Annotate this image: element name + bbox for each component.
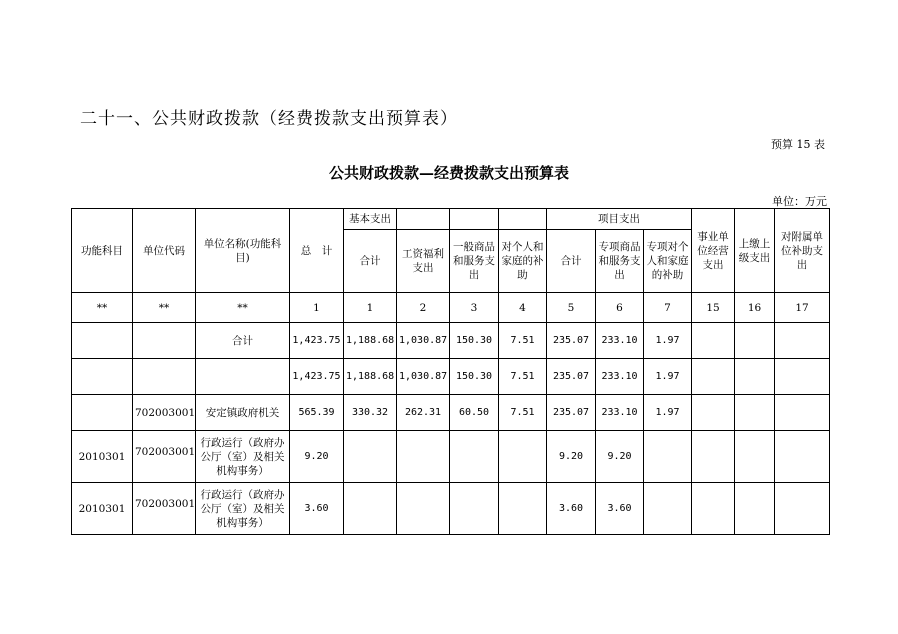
cell-total: 1,423.75: [290, 323, 344, 359]
cell-special-personal: [644, 483, 692, 535]
cell-goods: [450, 483, 499, 535]
cell-func: 2010301: [72, 483, 133, 535]
cell-wage: [397, 483, 450, 535]
cell-enterprise: [692, 483, 735, 535]
index-cell: 1: [344, 293, 397, 323]
cell-basic-sum: 1,188.68: [344, 323, 397, 359]
cell-upper: [735, 395, 775, 431]
cell-goods: [450, 431, 499, 483]
header-personal: 对个人和家庭的补助: [499, 230, 547, 293]
cell-special-personal: [644, 431, 692, 483]
cell-special-personal: 1.97: [644, 395, 692, 431]
cell-personal: 7.51: [499, 395, 547, 431]
header-special-personal: 专项对个人和家庭的补助: [644, 230, 692, 293]
budget-table: [71, 208, 830, 535]
cell-wage: 1,030.87: [397, 359, 450, 395]
table-row: [72, 395, 830, 431]
cell-special: 233.10: [596, 359, 644, 395]
cell-project-sum: 235.07: [547, 395, 596, 431]
cell-upper: [735, 483, 775, 535]
index-row: [72, 293, 830, 323]
cell-unit-code: 702003001: [133, 431, 196, 483]
cell-total: 3.60: [290, 483, 344, 535]
header-func-subject: 功能科目: [72, 209, 133, 293]
index-cell: 2: [397, 293, 450, 323]
header-goods: 一般商品和服务支出: [450, 230, 499, 293]
cell-subsidy: [775, 323, 830, 359]
cell-enterprise: [692, 395, 735, 431]
cell-basic-sum: [344, 483, 397, 535]
index-cell: **: [133, 293, 196, 323]
cell-personal: [499, 431, 547, 483]
cell-upper: [735, 431, 775, 483]
cell-unit-name: 行政运行（政府办公厅（室）及相关机构事务）: [196, 431, 290, 483]
cell-wage: 262.31: [397, 395, 450, 431]
index-cell: 3: [450, 293, 499, 323]
index-cell: 16: [735, 293, 775, 323]
cell-unit-code: [133, 359, 196, 395]
page-heading: 二十一、公共财政拨款（经费拨款支出预算表）: [80, 109, 458, 129]
cell-unit-name: 行政运行（政府办公厅（室）及相关机构事务）: [196, 483, 290, 535]
cell-goods: 150.30: [450, 323, 499, 359]
table-row: [72, 483, 830, 535]
header-basic-sum: 合计: [344, 230, 397, 293]
cell-basic-sum: 330.32: [344, 395, 397, 431]
cell-unit-code: 702003001: [133, 395, 196, 431]
cell-unit-code: 702003001: [133, 483, 196, 535]
header-blank-1: [397, 209, 450, 230]
header-unit-code: 单位代码: [133, 209, 196, 293]
header-project-group: 项目支出: [547, 209, 692, 230]
cell-total: 9.20: [290, 431, 344, 483]
cell-special: 3.60: [596, 483, 644, 535]
cell-wage: [397, 431, 450, 483]
cell-subsidy: [775, 431, 830, 483]
cell-special: 233.10: [596, 323, 644, 359]
index-cell: 15: [692, 293, 735, 323]
cell-total: 565.39: [290, 395, 344, 431]
cell-goods: 150.30: [450, 359, 499, 395]
cell-unit-name: [196, 359, 290, 395]
header-wage: 工资福利支出: [397, 230, 450, 293]
cell-enterprise: [692, 431, 735, 483]
index-cell: 4: [499, 293, 547, 323]
table-row: [72, 431, 830, 483]
header-blank-2: [450, 209, 499, 230]
header-project-sum: 合计: [547, 230, 596, 293]
cell-subsidy: [775, 359, 830, 395]
header-unit-name: 单位名称(功能科目): [196, 209, 290, 293]
index-cell: 6: [596, 293, 644, 323]
index-cell: 1: [290, 293, 344, 323]
cell-func: 2010301: [72, 431, 133, 483]
cell-basic-sum: 1,188.68: [344, 359, 397, 395]
cell-personal: [499, 483, 547, 535]
header-enterprise: 事业单位经营支出: [692, 209, 735, 293]
cell-project-sum: 235.07: [547, 323, 596, 359]
cell-upper: [735, 323, 775, 359]
cell-func: [72, 323, 133, 359]
cell-unit-code: [133, 323, 196, 359]
index-cell: 7: [644, 293, 692, 323]
index-cell: **: [196, 293, 290, 323]
cell-special: 233.10: [596, 395, 644, 431]
unit-label: 单位：万元: [772, 195, 827, 208]
index-cell: 17: [775, 293, 830, 323]
cell-wage: 1,030.87: [397, 323, 450, 359]
cell-upper: [735, 359, 775, 395]
cell-subsidy: [775, 483, 830, 535]
cell-personal: 7.51: [499, 359, 547, 395]
table-row: [72, 359, 830, 395]
table-title: 公共财政拨款—经费拨款支出预算表: [328, 164, 569, 182]
cell-personal: 7.51: [499, 323, 547, 359]
cell-unit-name: 安定镇政府机关: [196, 395, 290, 431]
table-number: 预算 15 表: [771, 138, 825, 151]
cell-enterprise: [692, 323, 735, 359]
header-blank-3: [499, 209, 547, 230]
table-row: [72, 323, 830, 359]
cell-func: [72, 359, 133, 395]
cell-total: 1,423.75: [290, 359, 344, 395]
cell-unit-name: 合计: [196, 323, 290, 359]
cell-goods: 60.50: [450, 395, 499, 431]
index-cell: 5: [547, 293, 596, 323]
cell-basic-sum: [344, 431, 397, 483]
header-basic-group: 基本支出: [344, 209, 397, 230]
cell-special-personal: 1.97: [644, 323, 692, 359]
cell-special-personal: 1.97: [644, 359, 692, 395]
cell-subsidy: [775, 395, 830, 431]
cell-special: 9.20: [596, 431, 644, 483]
cell-func: [72, 395, 133, 431]
cell-project-sum: 9.20: [547, 431, 596, 483]
cell-enterprise: [692, 359, 735, 395]
header-special: 专项商品和服务支出: [596, 230, 644, 293]
cell-project-sum: 3.60: [547, 483, 596, 535]
cell-project-sum: 235.07: [547, 359, 596, 395]
header-subsidy: 对附属单位补助支出: [775, 209, 830, 293]
header-total: 总 计: [290, 209, 344, 293]
header-upper: 上缴上级支出: [735, 209, 775, 293]
index-cell: **: [72, 293, 133, 323]
